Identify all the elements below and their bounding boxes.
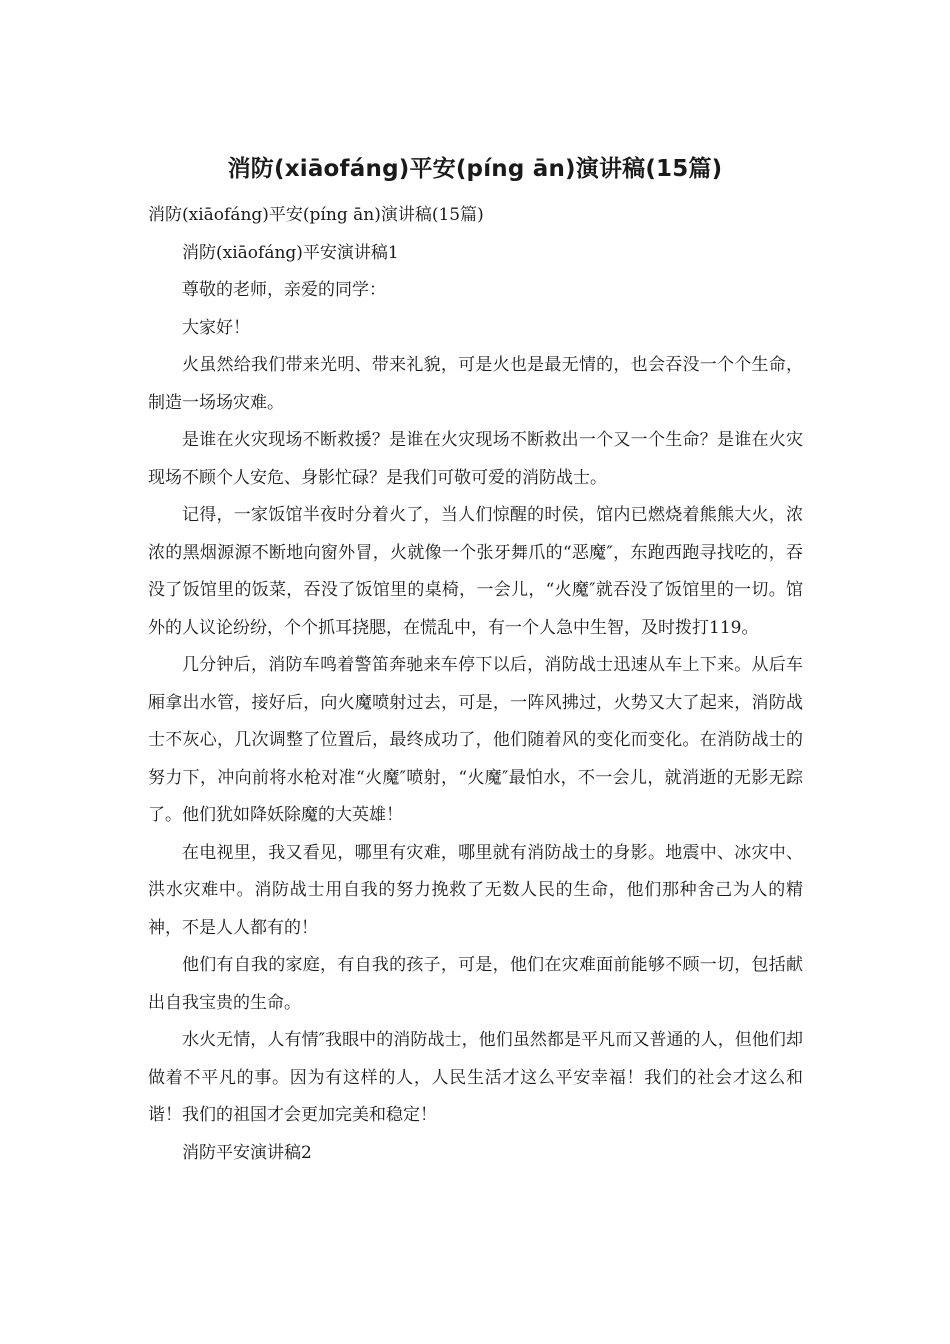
- salutation: 尊敬的老师，亲爱的同学：: [182, 280, 386, 300]
- paragraph: 是谁在火灾现场不断救援？是谁在火灾现场不断救出一个又一个生命？是谁在火灾现场不顾个人安危、身影忙碌？是我们可敬可爱的消防战士。: [148, 430, 803, 488]
- paragraph: 他们有自我的家庭，有自我的孩子，可是，他们在灾难面前能够不顾一切，包括献出自我宝贵的生命。: [148, 955, 803, 1013]
- document-body: [148, 197, 803, 1172]
- document-title: 消防(xiāofáng)平安(píng ān)演讲稿(15篇): [227, 156, 723, 182]
- greeting: 大家好！: [182, 317, 250, 338]
- section-heading-2: 消防平安演讲稿2: [182, 1142, 312, 1163]
- section-heading-1: 消防(xiāofáng)平安演讲稿1: [182, 242, 399, 263]
- paragraph: 在电视里，我又看见，哪里有灾难，哪里就有消防战士的身影。地震中、冰灾中、洪水灾难中。消防战士用自我的努力挽救了无数人民的生命，他们那种舍己为人的精神，不是人人都有的！: [148, 842, 803, 938]
- document-subtitle: 消防(xiāofáng)平安(píng ān)演讲稿(15篇): [148, 205, 484, 225]
- paragraph: 几分钟后，消防车鸣着警笛奔驰来车停下以后，消防战士迅速从车上下来。从后车厢拿出水管，接好后，向火魔喷射过去，可是，一阵风拂过，火势又大了起来，消防战士不灰心，几次调整了位置后，最终成功了，他们随着风的变化而变化。在消防战士的努力下，冲向前将水枪对准“火魔″喷射，“火魔″最怕水，不一会儿，就消逝的无影无踪了。他们犹如降妖除魔的大英雄！: [148, 655, 803, 825]
- paragraph: 火虽然给我们带来光明、带来礼貌，可是火也是最无情的，也会吞没一个个生命，制造一场场灾难。: [148, 355, 803, 413]
- paragraph: 记得，一家饭馆半夜时分着火了，当人们惊醒的时侯，馆内已燃烧着熊熊大火，浓浓的黑烟源源不断地向窗外冒，火就像一个张牙舞爪的“恶魔″，东跑西跑寻找吃的，吞没了饭馆里的饭菜，吞没了饭馆里的桌椅，一会儿，“火魔″就吞没了饭馆里的一切。馆外的人议论纷纷，个个抓耳挠腮，在慌乱中，有一个人急中生智，及时拨打119。: [148, 505, 803, 638]
- paragraph: 水火无情，人有情″我眼中的消防战士，他们虽然都是平凡而又普通的人，但他们却做着不平凡的事。因为有这样的人，人民生活才这么平安幸福！我们的社会才这么和谐！我们的祖国才会更加完美和稳定！: [148, 1030, 803, 1125]
